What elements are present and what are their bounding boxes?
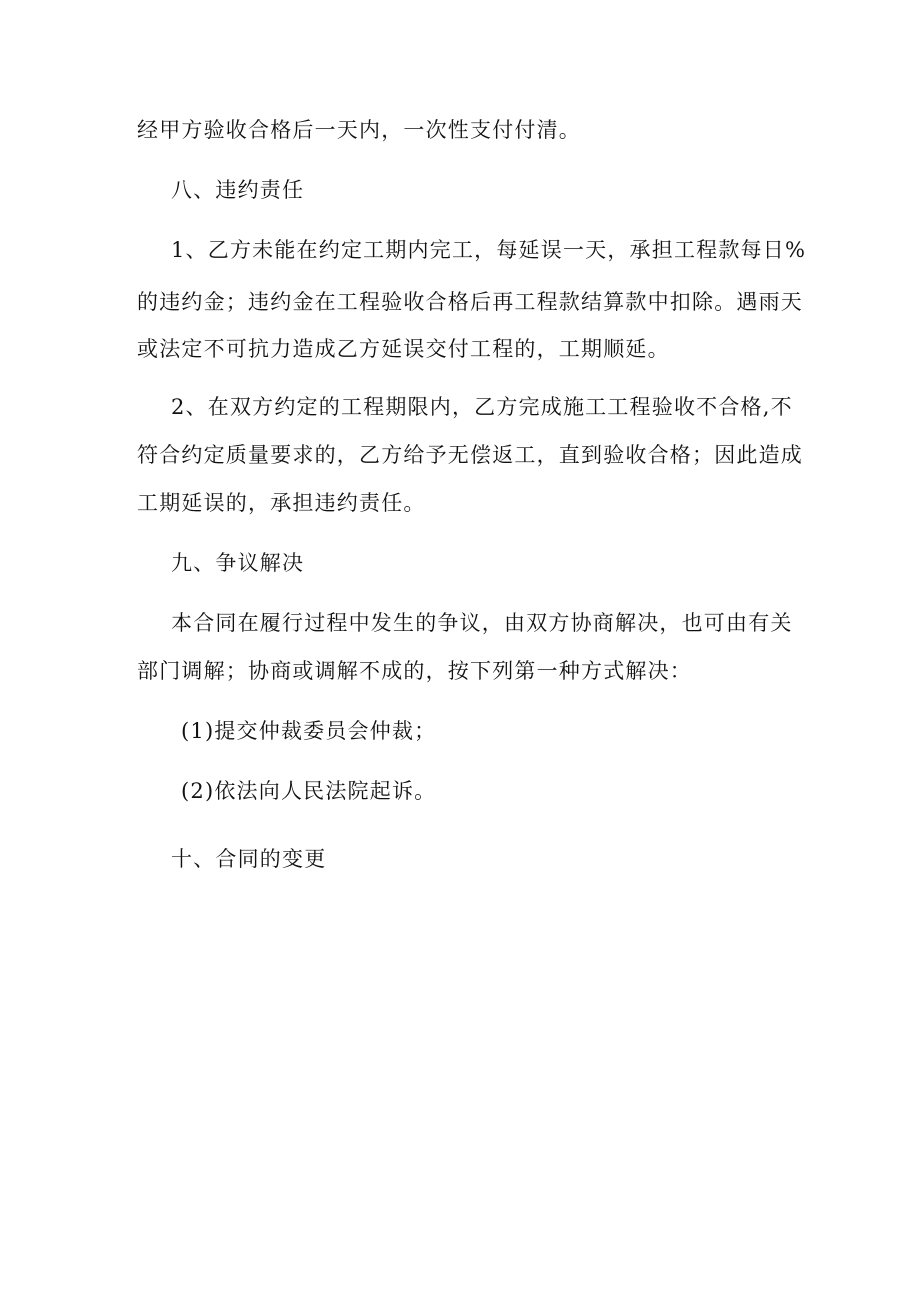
section-heading: 九、争议解决	[171, 551, 305, 575]
paragraph-line: 符合约定质量要求的，乙方给予无偿返工，直到验收合格；因此造成	[137, 443, 803, 467]
section-heading: 八、违约责任	[171, 178, 305, 202]
paragraph-line: 1、乙方未能在约定工期内完工，每延误一天，承担工程款每日%	[171, 238, 807, 262]
paragraph-line: 2、在双方约定的工程期限内，乙方完成施工工程验收不合格,不	[171, 395, 793, 419]
paragraph-line: 部门调解；协商或调解不成的，按下列第一种方式解决：	[137, 659, 692, 683]
paragraph-line: 或法定不可抗力造成乙方延误交付工程的，工期顺延。	[137, 337, 670, 361]
list-item: (2)依法向人民法院起诉。	[181, 779, 437, 803]
paragraph-line: 本合同在履行过程中发生的争议，由双方协商解决，也可由有关	[171, 611, 793, 635]
paragraph-line: 工期延误的，承担违约责任。	[137, 491, 426, 515]
paragraph-line: 的违约金；违约金在工程验收合格后再工程款结算款中扣除。遇雨天	[137, 290, 803, 314]
paragraph-line: 经甲方验收合格后一天内，一次性支付付清。	[137, 118, 581, 142]
list-item: (1)提交仲裁委员会仲裁；	[181, 719, 437, 743]
section-heading: 十、合同的变更	[171, 847, 327, 871]
